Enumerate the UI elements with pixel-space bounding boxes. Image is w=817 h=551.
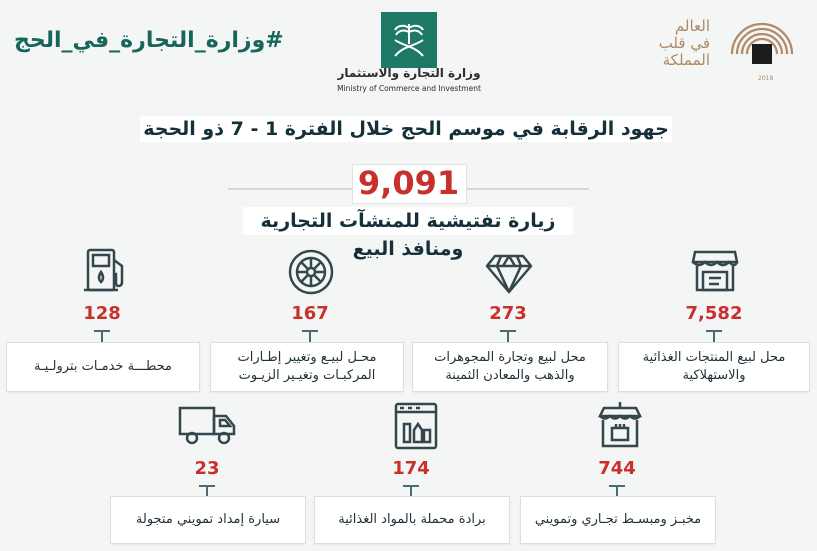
stat-value-jewelry: 273 <box>489 303 527 324</box>
headline: جهود الرقابة في موسم الحج خلال الفترة 1 - 7 ذو الحجة <box>143 118 669 140</box>
fuel-pump-icon <box>80 244 132 296</box>
truck-icon <box>178 398 238 450</box>
brand-tagline <box>610 18 710 69</box>
total-visits: 9,091 <box>357 164 460 202</box>
brand-line-1: العالم <box>674 17 710 35</box>
stat-value-truck: 23 <box>194 458 220 479</box>
stat-value-bakery: 744 <box>598 458 636 479</box>
brand-logo <box>722 14 802 84</box>
stat-label-truck: سيارة إمداد تمويني متجولة <box>110 496 306 544</box>
stat-value-tires: 167 <box>291 303 329 324</box>
ministry-name-en: Ministry of Commerce and Investment <box>337 84 481 93</box>
bakery-icon <box>594 400 646 452</box>
connector-stem <box>101 330 103 342</box>
stat-label-tires: محـل لبيـع وتغيير إطـارات المركبـات وتغيـير الزيـوت <box>210 342 404 392</box>
fridge-icon <box>390 400 442 452</box>
stat-label-food-stores: محل لبيع المنتجات الغذائية والاستهلاكية <box>618 342 810 392</box>
brand-line-3: المملكة <box>662 51 710 69</box>
stat-label-bakery: مخبـز ومبسـط تجـاري وتمويني <box>520 496 716 544</box>
stat-label-fuel: محطـــة خدمـات بترولـيـة <box>6 342 200 392</box>
total-divider-right <box>465 188 589 190</box>
diamond-icon <box>483 246 535 298</box>
tire-icon <box>285 246 337 298</box>
brand-line-2: في قلب <box>658 34 710 52</box>
hashtag: #وزارة_التجارة_في_الحج <box>14 28 284 53</box>
connector-stem <box>507 330 509 342</box>
stat-label-jewelry: محل لبيع وتجارة المجوهرات والذهب والمعادن الثمينة <box>412 342 608 392</box>
connector-stem <box>713 330 715 342</box>
ministry-name-ar: وزارة التجارة والاستثمار <box>337 66 481 80</box>
total-divider-left <box>228 188 352 190</box>
total-label: زيارة تفتيشية للمنشآت التجارية ومنافذ البيع <box>260 210 556 260</box>
palm-swords-emblem-icon <box>387 18 431 62</box>
stat-label-fridge: برادة محملة بالمواد الغذائية <box>314 496 510 544</box>
storefront-icon <box>689 244 741 296</box>
stat-value-food-stores: 7,582 <box>685 303 743 324</box>
stat-value-fridge: 174 <box>392 458 430 479</box>
ministry-logo <box>381 12 437 68</box>
brand-year: 2018 <box>758 75 774 82</box>
connector-stem <box>309 330 311 342</box>
stat-value-fuel: 128 <box>83 303 121 324</box>
